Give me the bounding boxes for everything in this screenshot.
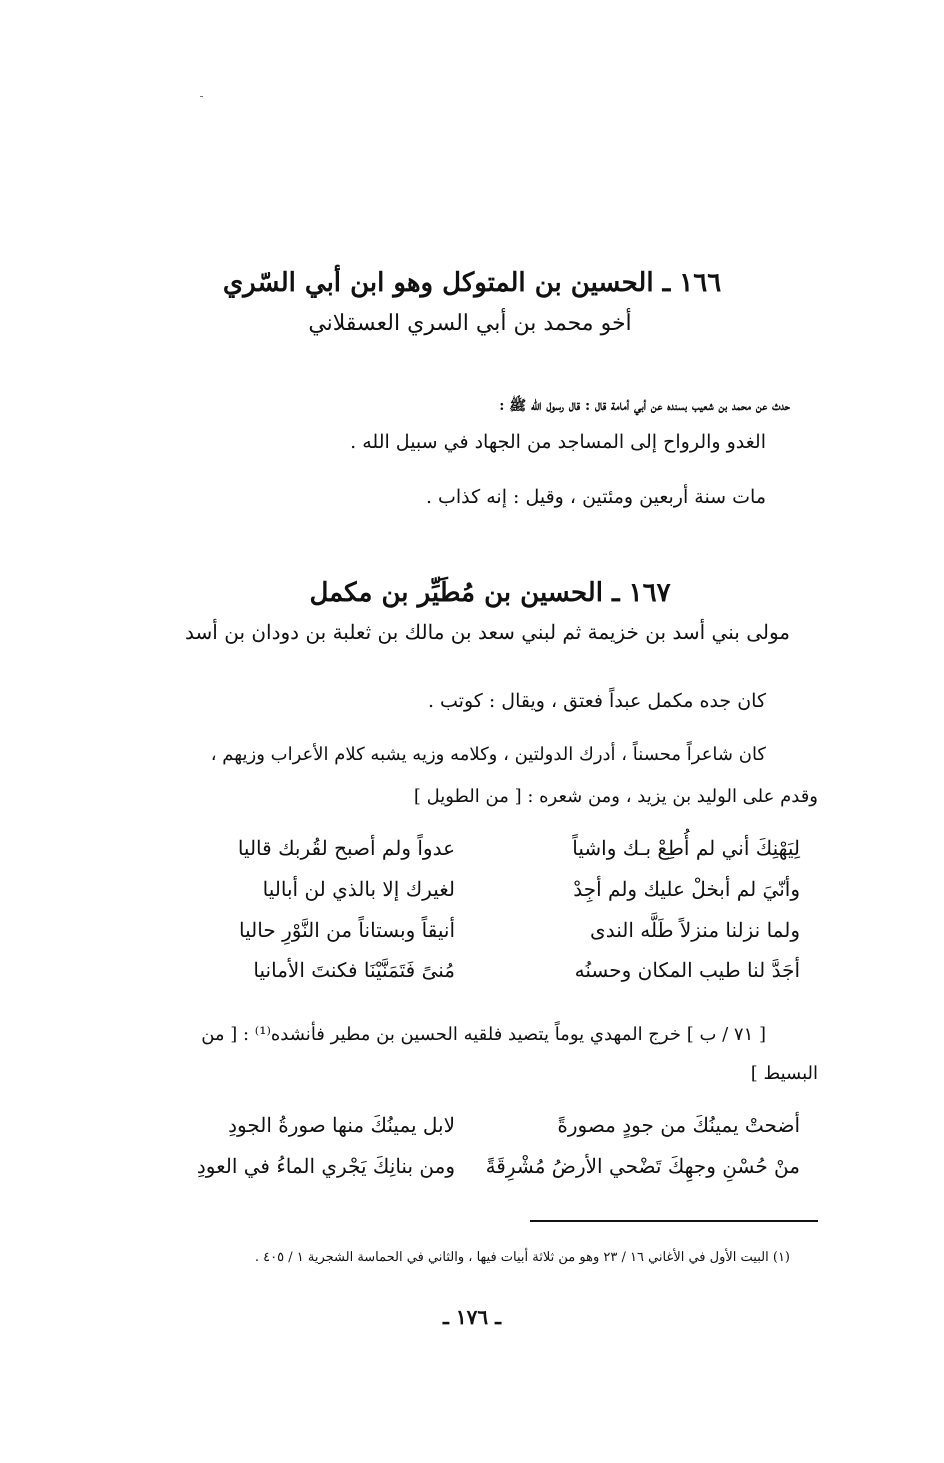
verse-second-hemistich: أنيقاً وبستاناً من النَّوْرِ حاليا <box>239 918 455 942</box>
verse-first-hemistich: ولما نزلنا منزلاً طَلَّه الندى <box>590 918 800 942</box>
footnote-separator <box>530 1220 818 1222</box>
entry-166-death-note: مات سنة أربعين ومئتين ، وقيل : إنه كذاب . <box>425 486 766 508</box>
entry-167-paragraph-1: كان جده مكمل عبداً فعتق ، ويقال : كوتب . <box>427 690 766 712</box>
poem-2-verse <box>160 1154 800 1188</box>
entry-167-paragraph-2-line-2: وقدم على الوليد بن يزيد ، ومن شعره : [ من الطويل ] <box>413 786 818 807</box>
entry-167-paragraph-2-line-1: كان شاعراً محسناً ، أدرك الدولتين ، وكلامه وزيه يشبه كلام الأعراب وزيهم ، <box>210 744 766 765</box>
entry-166-subtitle: أخو محمد بن أبي السري العسقلاني <box>308 311 632 336</box>
verse-first-hemistich: لِيَهْنِكَ أني لم أُطِعْ بـك واشياً <box>572 836 800 860</box>
verse-first-hemistich: أجَدَّ لنا طيب المكان وحسنُه <box>574 958 800 982</box>
poem-1-verse <box>160 836 800 870</box>
verse-first-hemistich: وأنّيَ لم أبخلْ عليك ولم أجِدْ <box>573 877 800 901</box>
entry-167-paragraph-3-line-1: [ ٧١ / ب ] خرج المهدي يوماً يتصيد فلقيه الحسين بن مطير فأنشده⁽¹⁾ : [ من <box>201 1024 766 1045</box>
entry-167-title: ١٦٧ ـ الحسين بن مُطَيِّر بن مكمل <box>309 578 671 608</box>
footnote: (١) البيت الأول في الأغاني ١٦ / ٢٣ وهو من ثلاثة أبيات فيها ، والثاني في الحماسة الشجرية ١ / ٤٠٥ . <box>254 1250 790 1265</box>
page-number: ـ ١٧٦ ـ <box>443 1305 501 1329</box>
verse-second-hemistich: لغيرك إلا بالذي لن أباليا <box>262 877 455 901</box>
poem-1-verse <box>160 958 800 992</box>
verse-second-hemistich: لابل يمينُكَ منها صورةُ الجودِ <box>228 1113 455 1137</box>
verse-first-hemistich: أضحتْ يمينُكَ من جودٍ مصورةً <box>557 1113 800 1137</box>
verse-second-hemistich: ومن بنانِكَ يَجْري الماءُ في العودِ <box>196 1154 455 1178</box>
poem-1-verse <box>160 877 800 911</box>
entry-166-hadith-text: الغدو والرواح إلى المساجد من الجهاد في سبيل الله . <box>350 431 766 453</box>
poem-2-verse <box>160 1113 800 1147</box>
scan-mark <box>200 96 203 97</box>
entry-167-subtitle: مولى بني أسد بن خزيمة ثم لبني سعد بن مالك بن ثعلبة بن دودان بن أسد <box>185 620 790 644</box>
verse-second-hemistich: عدواً ولم أصبح لقُربك قاليا <box>237 836 455 860</box>
verse-second-hemistich: مُنىً فَتَمَنَّيْنَا فكنتَ الأمانيا <box>253 958 455 982</box>
verse-first-hemistich: منْ حُسْنِ وجهِكَ تَضْحي الأرضُ مُشْرِقَةً <box>485 1154 800 1178</box>
poem-1-verse <box>160 918 800 952</box>
entry-166-hadith-chain: حدث عن محمد بن شعيب بسنده عن أبي أمامة قال : قال رسول الله ﷺ : <box>499 398 790 414</box>
entry-167-paragraph-3-line-2: البسيط ] <box>750 1063 818 1084</box>
entry-166-title: ١٦٦ ـ الحسين بن المتوكل وهو ابن أبي السّري <box>222 268 722 298</box>
